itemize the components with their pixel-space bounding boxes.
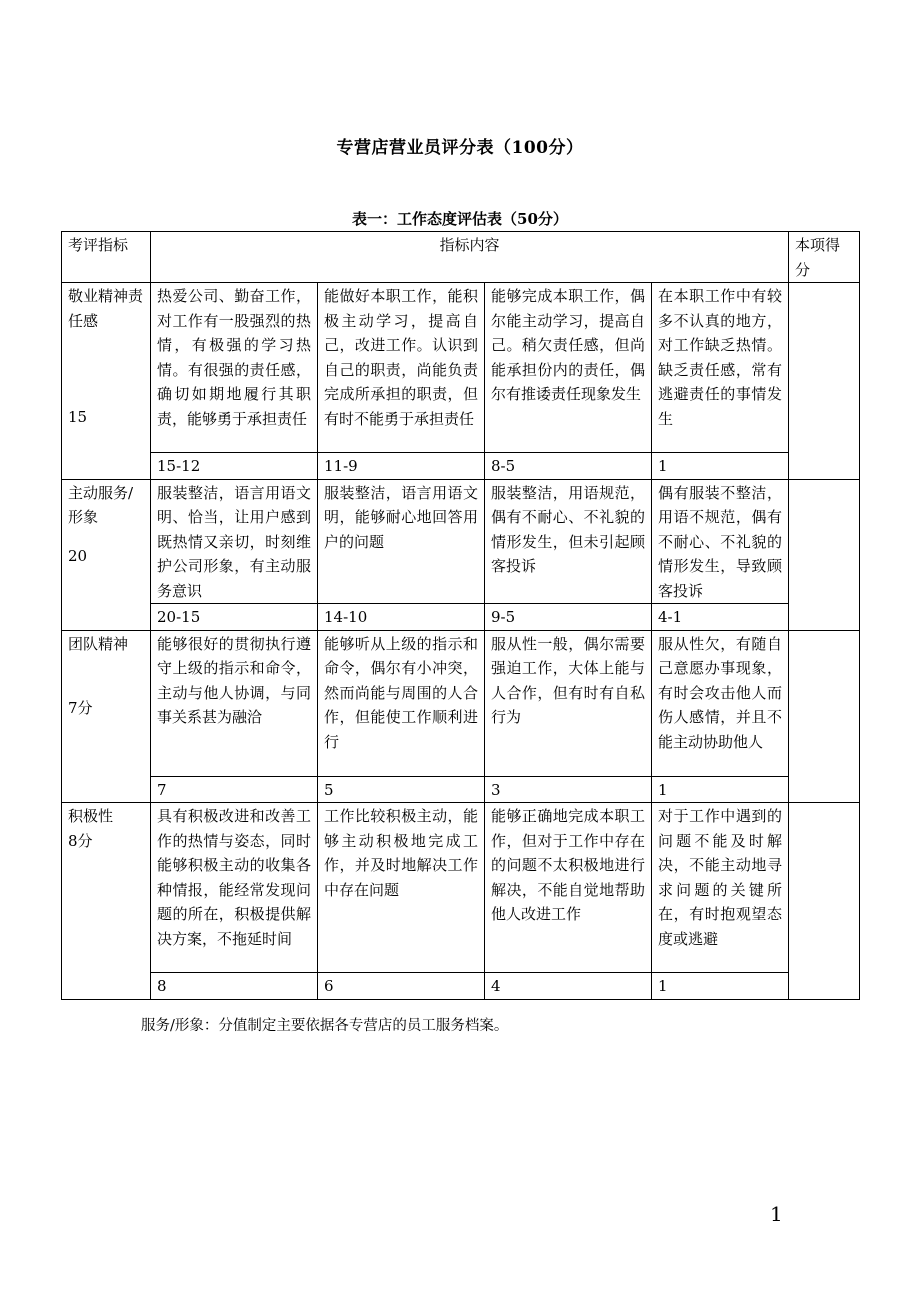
level-description: 服装整洁，用语规范，偶有不耐心、不礼貌的情形发生，但未引起顾客投诉 bbox=[485, 479, 652, 604]
criterion-cell bbox=[62, 630, 151, 803]
criterion-cell bbox=[62, 283, 151, 480]
table-caption: 表一：工作态度评估表（50分） bbox=[352, 210, 568, 228]
score-range-row bbox=[62, 604, 860, 631]
score-range-row bbox=[62, 973, 860, 1000]
level-description: 热爱公司、勤奋工作，对工作有一股强烈的热情，有极强的学习热情。有很强的责任感，确切如期地履行其职责，能够勇于承担责任 bbox=[151, 283, 318, 453]
score-range: 1 bbox=[652, 973, 789, 1000]
criterion-name: 积极性 bbox=[68, 807, 114, 825]
table-row bbox=[62, 630, 860, 776]
level-description: 能够很好的贯彻执行遵守上级的指示和命令，主动与他人协调，与同事关系甚为融洽 bbox=[151, 630, 318, 776]
evaluation-table bbox=[61, 231, 860, 1000]
table-row bbox=[62, 803, 860, 973]
score-range: 15-12 bbox=[151, 453, 318, 480]
score-range-row bbox=[62, 776, 860, 803]
level-description: 对于工作中遇到的问题不能及时解决，不能主动地寻求问题的关键所在，有时抱观望态度或逃避 bbox=[652, 803, 789, 973]
table-row bbox=[62, 479, 860, 604]
score-range: 4-1 bbox=[652, 604, 789, 631]
score-range: 8 bbox=[151, 973, 318, 1000]
score-range: 1 bbox=[652, 776, 789, 803]
criterion-weight: 20 bbox=[68, 546, 88, 565]
score-input-cell[interactable] bbox=[789, 630, 860, 803]
table-header-row bbox=[62, 232, 860, 283]
footnote: 服务/形象：分值制定主要依据各专营店的员工服务档案。 bbox=[141, 1018, 509, 1034]
score-range: 20-15 bbox=[151, 604, 318, 631]
level-description: 服装整洁，语言用语文明，能够耐心地回答用户的问题 bbox=[318, 479, 485, 604]
level-description: 服从性一般，偶尔需要强迫工作，大体上能与人合作，但有时有自私行为 bbox=[485, 630, 652, 776]
score-range-row bbox=[62, 453, 860, 480]
level-description: 能够完成本职工作，偶尔能主动学习，提高自己。稍欠责任感，但尚能承担份内的责任，偶尔有推诿责任现象发生 bbox=[485, 283, 652, 453]
score-range: 8-5 bbox=[485, 453, 652, 480]
score-range: 9-5 bbox=[485, 604, 652, 631]
header-criterion: 考评指标 bbox=[62, 232, 151, 283]
score-range: 3 bbox=[485, 776, 652, 803]
score-input-cell[interactable] bbox=[789, 479, 860, 630]
level-description: 工作比较积极主动，能够主动积极地完成工作，并及时地解决工作中存在问题 bbox=[318, 803, 485, 973]
criterion-weight: 15 bbox=[68, 408, 88, 426]
score-range: 14-10 bbox=[318, 604, 485, 631]
level-description: 偶有服装不整洁，用语不规范，偶有不耐心、不礼貌的情形发生，导致顾客投诉 bbox=[652, 479, 789, 604]
page-number: 1 bbox=[770, 1202, 783, 1226]
page-title: 专营店营业员评分表（100分） bbox=[336, 138, 584, 158]
level-description: 能够听从上级的指示和命令，偶尔有小冲突，然而尚能与周围的人合作，但能使工作顺利进行 bbox=[318, 630, 485, 776]
score-range: 11-9 bbox=[318, 453, 485, 480]
score-range: 4 bbox=[485, 973, 652, 1000]
header-content: 指标内容 bbox=[151, 232, 789, 283]
header-score: 本项得分 bbox=[789, 232, 860, 283]
level-description: 能做好本职工作，能积极主动学习，提高自己，改进工作。认识到自己的职责，尚能负责完成所承担的职责，但有时不能勇于承担责任 bbox=[318, 283, 485, 453]
score-range: 6 bbox=[318, 973, 485, 1000]
criterion-name: 团队精神 bbox=[68, 634, 129, 653]
score-range: 7 bbox=[151, 776, 318, 803]
level-description: 在本职工作中有较多不认真的地方，对工作缺乏热情。缺乏责任感，常有逃避责任的事情发生 bbox=[652, 283, 789, 453]
score-range: 1 bbox=[652, 453, 789, 480]
criterion-name: 主动服务/形象 bbox=[68, 483, 134, 526]
score-input-cell[interactable] bbox=[789, 803, 860, 1000]
level-description: 能够正确地完成本职工作，但对于工作中存在的问题不太积极地进行解决，不能自觉地帮助他人改进工作 bbox=[485, 803, 652, 973]
criterion-cell bbox=[62, 479, 151, 630]
criterion-weight: 7分 bbox=[68, 699, 93, 717]
score-input-cell[interactable] bbox=[789, 283, 860, 480]
criterion-cell bbox=[62, 803, 151, 1000]
level-description: 服装整洁，语言用语文明、恰当，让用户感到既热情又亲切，时刻维护公司形象，有主动服务意识 bbox=[151, 479, 318, 604]
level-description: 具有积极改进和改善工作的热情与姿态，同时能够积极主动的收集各种情报，能经常发现问题的所在，积极提供解决方案，不拖延时间 bbox=[151, 803, 318, 973]
score-range: 5 bbox=[318, 776, 485, 803]
criterion-weight: 8分 bbox=[68, 831, 93, 850]
level-description: 服从性欠，有随自己意愿办事现象，有时会攻击他人而伤人感情，并且不能主动协助他人 bbox=[652, 630, 789, 776]
table-row bbox=[62, 283, 860, 453]
criterion-name: 敬业精神责任感 bbox=[68, 287, 144, 330]
